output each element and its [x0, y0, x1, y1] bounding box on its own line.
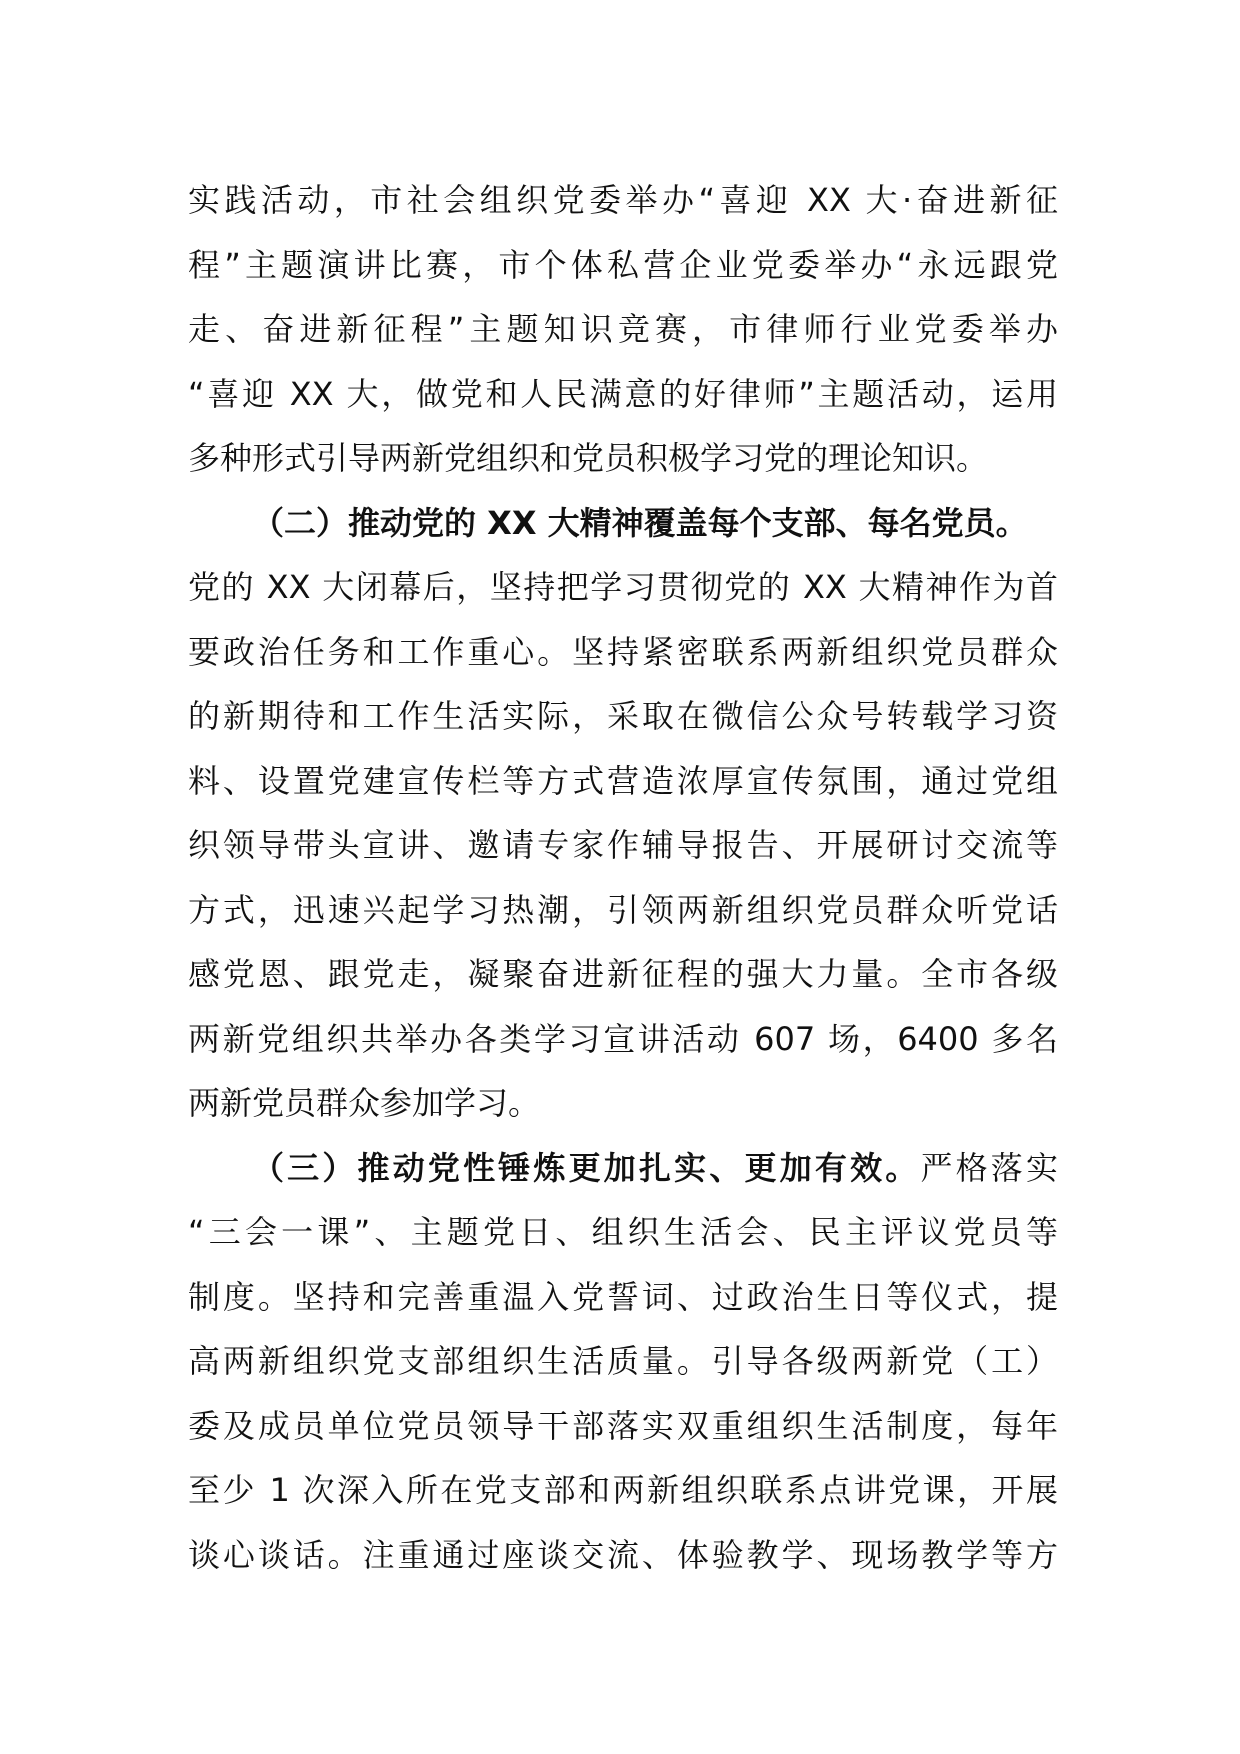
section-heading-text: （三）推动党性锤炼更加扎实、更加有效。	[252, 1148, 921, 1187]
body-line: 走、奋进新征程”主题知识竞赛，市律师行业党委举办	[188, 310, 1058, 348]
body-line: 多种形式引导两新党组织和党员积极学习党的理论知识。	[188, 439, 989, 477]
body-line: 料、设置党建宣传栏等方式营造浓厚宣传氛围，通过党组	[188, 761, 1058, 800]
body-line-continuation: 严格落实	[920, 1148, 1058, 1187]
body-line: 至少 1 次深入所在党支部和两新组织联系点讲党课，开展	[188, 1471, 1058, 1509]
body-line: 谈心谈话。注重通过座谈交流、体验教学、现场教学等方	[188, 1535, 1058, 1574]
body-line: 制度。坚持和完善重温入党誓词、过政治生日等仪式，提	[188, 1277, 1058, 1316]
body-line: 程”主题演讲比赛，市个体私营企业党委举办“永远跟党	[188, 245, 1058, 284]
body-line: 委及成员单位党员领导干部落实双重组织生活制度，每年	[188, 1406, 1058, 1445]
body-line: 的新期待和工作生活实际，采取在微信公众号转载学习资	[188, 697, 1058, 735]
section-heading-text: （二）推动党的 XX 大精神覆盖每个支部、每名党员。	[252, 503, 1028, 542]
body-line: 高两新组织党支部组织生活质量。引导各级两新党（工）	[188, 1342, 1058, 1380]
document-body	[188, 168, 1058, 1587]
body-line: “喜迎 XX 大，做党和人民满意的好律师”主题活动，运用	[188, 374, 1058, 413]
body-line: 要政治任务和工作重心。坚持紧密联系两新组织党员群众	[188, 632, 1058, 671]
section-heading-2	[188, 491, 1058, 556]
body-line: 两新党员群众参加学习。	[188, 1084, 541, 1122]
body-line: 党的 XX 大闭幕后，坚持把学习贯彻党的 XX 大精神作为首	[188, 568, 1058, 606]
section-heading-3	[188, 1136, 1058, 1201]
body-line: 方式，迅速兴起学习热潮，引领两新组织党员群众听党话	[188, 890, 1058, 929]
body-line: “三会一课”、主题党日、组织生活会、民主评议党员等	[188, 1213, 1058, 1251]
body-line: 织领导带头宣讲、邀请专家作辅导报告、开展研讨交流等	[188, 826, 1058, 864]
body-line: 两新党组织共举办各类学习宣讲活动 607 场，6400 多名	[188, 1019, 1058, 1058]
body-line: 感党恩、跟党走，凝聚奋进新征程的强大力量。全市各级	[188, 955, 1058, 993]
body-line: 实践活动，市社会组织党委举办“喜迎 XX 大·奋进新征	[188, 181, 1058, 219]
